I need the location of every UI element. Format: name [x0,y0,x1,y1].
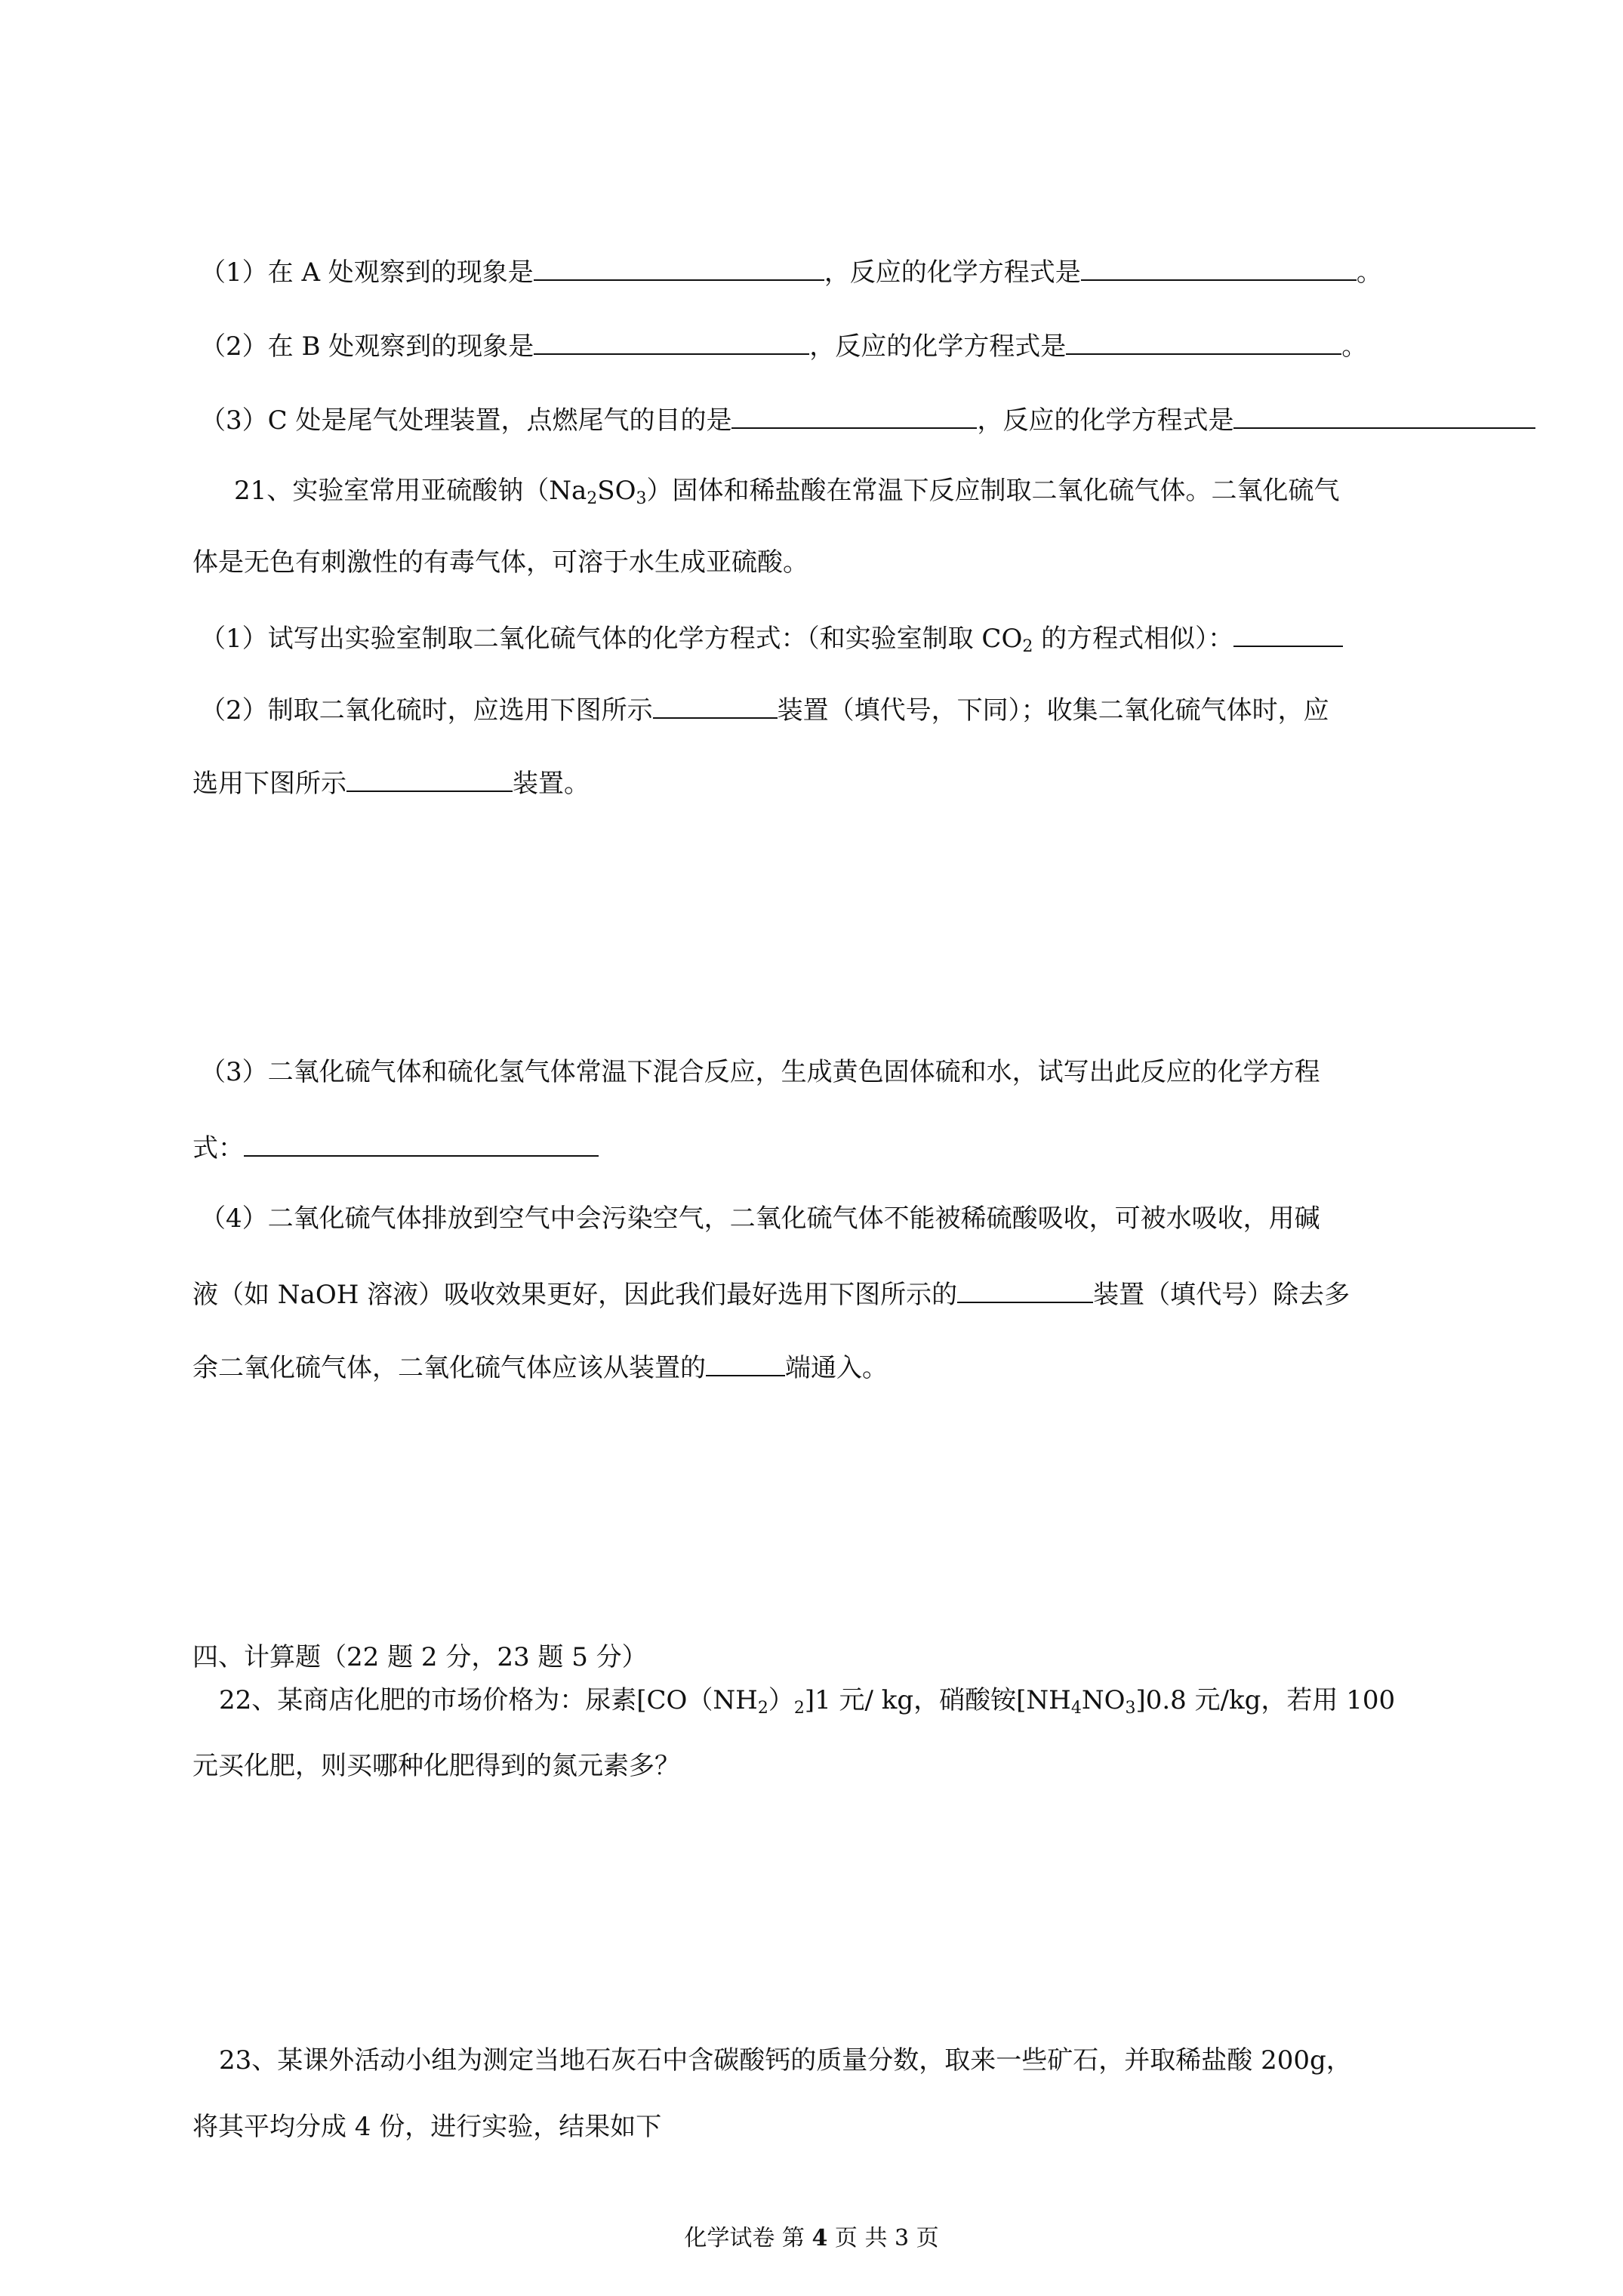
answer-blank[interactable] [534,257,824,281]
q21-sub2-line-2 [192,768,590,797]
q20-2-end: 。 [1341,331,1368,362]
q21-sub4-line-1 [200,1203,1320,1234]
subscript: 2 [587,489,598,508]
subscript: 2 [757,1699,768,1718]
q22-text: ]1 元/ kg，硝酸铵[NH [804,1685,1071,1715]
q23-text: 将其平均分成 4 份，进行实验，结果如下 [192,2112,662,2142]
q20-2-text-b: ，反应的化学方程式是 [809,331,1067,362]
q21-2-text: 装置（填代号，下同）；收集二氧化硫气体时，应 [777,695,1329,726]
q20-line-3 [200,405,1535,436]
q21-4-text: 装置（填代号）除去多 [1093,1280,1350,1310]
q20-2-text: （2）在 B 处观察到的现象是 [200,331,534,362]
answer-blank[interactable] [1066,331,1341,355]
q22-text: ]0.8 元/kg，若用 100 [1135,1685,1396,1715]
q21-intro-text: 21、实验室常用亚硫酸钠（Na [234,476,587,506]
q21-2-text: 选用下图所示 [192,769,346,799]
q21-intro-text: SO [597,476,636,506]
page-footer [0,2227,1623,2250]
q23-text: 23、某课外活动小组为测定当地石灰石中含碳酸钙的质量分数，取来一些矿石，并取稀盐酸 200g， [219,2045,1352,2076]
answer-blank[interactable] [346,768,513,792]
q21-intro-text: ）固体和稀盐酸在常温下反应制取二氧化硫气体。二氧化硫气 [646,476,1340,506]
q21-2-text: 装置。 [513,769,590,799]
q20-line-2 [200,331,1368,362]
section-heading-text: 四、计算题（22 题 2 分，23 题 5 分） [192,1642,648,1672]
q22-line-1 [219,1685,1396,1718]
q21-sub3-line-2 [192,1133,599,1161]
q21-4-text: （4）二氧化硫气体排放到空气中会污染空气，二氧化硫气体不能被稀硫酸吸收，可被水吸收，用碱 [200,1203,1320,1234]
answer-blank[interactable] [1233,405,1535,429]
page-number: 4 [812,2225,828,2251]
answer-blank[interactable] [1233,623,1343,647]
q21-4-text: 余二氧化硫气体，二氧化硫气体应该从装置的 [192,1353,706,1383]
q21-sub4-line-3 [192,1352,888,1381]
q21-intro-line-2 [192,547,808,578]
q21-2-text: （2）制取二氧化硫时，应选用下图所示 [200,695,653,726]
q21-intro-line-1 [234,476,1340,508]
q22-text: ） [768,1685,794,1715]
q21-4-text: 端通入。 [785,1353,888,1383]
q20-1-text-b: ，反应的化学方程式是 [824,257,1081,288]
q22-text: 22、某商店化肥的市场价格为：尿素[CO（NH [219,1685,758,1715]
q21-1-text: 的方程式相似）： [1033,624,1234,654]
subscript: 4 [1070,1699,1082,1718]
q21-sub1 [200,623,1343,656]
q21-3-text: （3）二氧化硫气体和硫化氢气体常温下混合反应，生成黄色固体硫和水，试写出此反应的化学方程 [200,1057,1320,1087]
q22-text: 元买化肥，则买哪种化肥得到的氮元素多？ [192,1751,680,1781]
q20-3-text: （3）C 处是尾气处理装置，点燃尾气的目的是 [200,405,732,436]
answer-blank[interactable] [731,405,977,429]
footer-text: 化学试卷 第 [684,2225,805,2251]
q21-sub4-line-2 [192,1279,1350,1308]
answer-blank[interactable] [244,1133,599,1157]
q21-sub2-line-1 [200,695,1329,726]
subscript: 2 [793,1699,805,1718]
q20-1-text: （1）在 A 处观察到的现象是 [200,257,534,288]
subscript: 3 [1125,1699,1136,1718]
q20-1-end: 。 [1356,257,1382,288]
q21-intro-text: 体是无色有刺激性的有毒气体，可溶于水生成亚硫酸。 [192,547,808,578]
footer-text: 页 共 3 页 [834,2225,939,2251]
subscript: 3 [636,489,647,508]
q21-1-text: （1）试写出实验室制取二氧化硫气体的化学方程式：（和实验室制取 CO [200,624,1023,654]
answer-blank[interactable] [534,331,809,355]
section-heading [192,1644,648,1670]
q23-line-2 [192,2114,661,2140]
answer-blank[interactable] [1081,257,1357,281]
q21-4-text: 液（如 NaOH 溶液）吸收效果更好，因此我们最好选用下图所示的 [192,1280,958,1310]
subscript: 2 [1022,637,1033,656]
q21-3-text: 式： [192,1133,244,1163]
q23-line-1 [219,2045,1352,2076]
q22-text: NO [1081,1685,1126,1715]
answer-blank[interactable] [706,1352,785,1376]
q20-3-text-b: ，反应的化学方程式是 [977,405,1234,436]
q20-line-1 [200,257,1382,288]
answer-blank[interactable] [957,1279,1093,1303]
q21-sub3-line-1 [200,1059,1320,1085]
answer-blank[interactable] [653,695,778,719]
q22-line-2 [192,1753,680,1779]
